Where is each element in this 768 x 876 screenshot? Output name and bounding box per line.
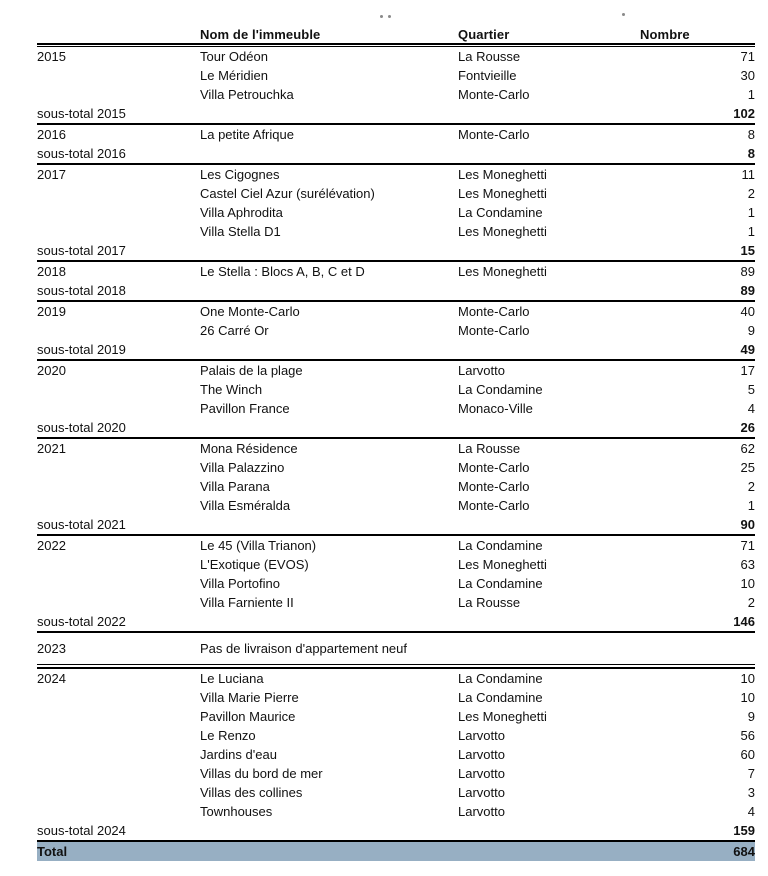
scan-artifact-dot	[388, 15, 391, 18]
nombre-cell: 56	[740, 728, 755, 743]
building-name-cell: Villa Palazzino	[200, 460, 285, 475]
subtotal-value: 90	[740, 517, 755, 532]
year-section-2018	[37, 262, 755, 300]
note-cell: Pas de livraison d'appartement neuf	[200, 641, 407, 656]
year-section-2024	[37, 669, 755, 840]
total-value: 684	[733, 844, 755, 859]
building-name-cell: Pavillon France	[200, 401, 290, 416]
table-row	[37, 184, 755, 203]
building-name-cell: Villa Portofino	[200, 576, 280, 591]
nombre-cell: 25	[740, 460, 755, 475]
nombre-cell: 1	[747, 205, 755, 220]
building-name-cell: Mona Résidence	[200, 441, 298, 456]
quartier-cell: Monte-Carlo	[458, 87, 530, 102]
building-name-cell: Villa Aphrodita	[200, 205, 283, 220]
year-cell: 2021	[37, 441, 66, 456]
nombre-cell: 71	[740, 49, 755, 64]
subtotal-label: sous-total 2016	[37, 146, 126, 161]
building-name-cell: Villas du bord de mer	[200, 766, 323, 781]
subtotal-value: 15	[740, 243, 755, 258]
building-name-cell: Pavillon Maurice	[200, 709, 296, 724]
year-cell: 2020	[37, 363, 66, 378]
nombre-cell: 7	[747, 766, 755, 781]
table-header-row	[37, 26, 755, 43]
nombre-cell: 40	[740, 304, 755, 319]
year-cell: 2023	[37, 641, 66, 656]
quartier-cell: Larvotto	[458, 804, 505, 819]
table-row	[37, 125, 755, 144]
nombre-cell: 4	[747, 401, 755, 416]
scan-artifact-dot	[380, 15, 383, 18]
year-section-2020	[37, 361, 755, 437]
quartier-cell: Larvotto	[458, 728, 505, 743]
table-row	[37, 399, 755, 418]
year-cell: 2016	[37, 127, 66, 142]
nombre-cell: 62	[740, 441, 755, 456]
nombre-cell: 17	[740, 363, 755, 378]
quartier-cell: La Condamine	[458, 671, 543, 686]
table-row	[37, 669, 755, 688]
year-cell: 2017	[37, 167, 66, 182]
table-row	[37, 66, 755, 85]
table-row	[37, 203, 755, 222]
subtotal-label: sous-total 2017	[37, 243, 126, 258]
table-row	[37, 726, 755, 745]
quartier-cell: La Condamine	[458, 576, 543, 591]
subtotal-value: 26	[740, 420, 755, 435]
scan-artifact-dot	[622, 13, 625, 16]
subtotal-label: sous-total 2019	[37, 342, 126, 357]
subtotal-label: sous-total 2022	[37, 614, 126, 629]
table-row	[37, 593, 755, 612]
nombre-cell: 3	[747, 785, 755, 800]
subtotal-value: 146	[733, 614, 755, 629]
building-name-cell: Jardins d'eau	[200, 747, 277, 762]
table-row	[37, 361, 755, 380]
subtotal-value: 159	[733, 823, 755, 838]
table-row	[37, 536, 755, 555]
table-row	[37, 439, 755, 458]
nombre-cell: 11	[741, 167, 755, 182]
quartier-cell: Monte-Carlo	[458, 479, 530, 494]
table-row	[37, 764, 755, 783]
year-section-2016	[37, 125, 755, 163]
building-name-cell: Townhouses	[200, 804, 273, 819]
nombre-cell: 2	[747, 479, 755, 494]
subtotal-row	[37, 241, 755, 260]
quartier-cell: Les Moneghetti	[458, 557, 547, 572]
nombre-cell: 60	[740, 747, 755, 762]
subtotal-value: 89	[740, 283, 755, 298]
building-name-cell: Villa Stella D1	[200, 224, 281, 239]
building-name-cell: Villa Marie Pierre	[200, 690, 299, 705]
quartier-cell: Monte-Carlo	[458, 127, 530, 142]
year-cell: 2019	[37, 304, 66, 319]
table-row	[37, 555, 755, 574]
column-header-quartier: Quartier	[458, 27, 510, 42]
column-header-building-name: Nom de l'immeuble	[200, 27, 321, 42]
subtotal-value: 8	[747, 146, 755, 161]
quartier-cell: Larvotto	[458, 747, 505, 762]
nombre-cell: 1	[747, 87, 755, 102]
year-cell: 2024	[37, 671, 66, 686]
subtotal-label: sous-total 2021	[37, 517, 126, 532]
year-section-2023	[37, 639, 755, 658]
building-name-cell: Le Stella : Blocs A, B, C et D	[200, 264, 365, 279]
nombre-cell: 8	[747, 127, 755, 142]
quartier-cell: Fontvieille	[458, 68, 517, 83]
quartier-cell: La Condamine	[458, 538, 543, 553]
quartier-cell: Les Moneghetti	[458, 709, 547, 724]
quartier-cell: Les Moneghetti	[458, 264, 547, 279]
building-name-cell: Le Renzo	[200, 728, 256, 743]
nombre-cell: 4	[747, 804, 755, 819]
quartier-cell: Monte-Carlo	[458, 498, 530, 513]
subtotal-label: sous-total 2024	[37, 823, 126, 838]
nombre-cell: 2	[747, 595, 755, 610]
building-name-cell: Tour Odéon	[200, 49, 268, 64]
building-name-cell: Le Luciana	[200, 671, 264, 686]
table-row	[37, 458, 755, 477]
table-row	[37, 639, 755, 658]
nombre-cell: 10	[740, 576, 755, 591]
nombre-cell: 1	[747, 224, 755, 239]
table-row	[37, 783, 755, 802]
year-cell: 2018	[37, 264, 66, 279]
table-row	[37, 47, 755, 66]
building-name-cell: La petite Afrique	[200, 127, 294, 142]
building-name-cell: Le Méridien	[200, 68, 268, 83]
year-cell: 2022	[37, 538, 66, 553]
table-row	[37, 321, 755, 340]
subtotal-label: sous-total 2015	[37, 106, 126, 121]
quartier-cell: Les Moneghetti	[458, 224, 547, 239]
building-name-cell: Le 45 (Villa Trianon)	[200, 538, 317, 553]
table-row	[37, 477, 755, 496]
building-name-cell: L'Exotique (EVOS)	[200, 557, 309, 572]
subtotal-value: 49	[740, 342, 755, 357]
quartier-cell: La Rousse	[458, 595, 521, 610]
quartier-cell: La Rousse	[458, 441, 521, 456]
quartier-cell: Larvotto	[458, 766, 505, 781]
building-name-cell: Palais de la plage	[200, 363, 303, 378]
quartier-cell: Monaco-Ville	[458, 401, 533, 416]
subtotal-label: sous-total 2020	[37, 420, 126, 435]
quartier-cell: Monte-Carlo	[458, 460, 530, 475]
table-row	[37, 222, 755, 241]
table-row	[37, 380, 755, 399]
subtotal-row	[37, 515, 755, 534]
quartier-cell: Larvotto	[458, 785, 505, 800]
deliveries-table	[37, 26, 755, 861]
subtotal-row	[37, 340, 755, 359]
nombre-cell: 30	[740, 68, 755, 83]
table-row	[37, 707, 755, 726]
nombre-cell: 10	[740, 671, 755, 686]
quartier-cell: La Condamine	[458, 382, 543, 397]
subtotal-row	[37, 418, 755, 437]
year-section-2022	[37, 536, 755, 631]
quartier-cell: Les Moneghetti	[458, 186, 547, 201]
table-row	[37, 262, 755, 281]
quartier-cell: La Condamine	[458, 690, 543, 705]
year-cell: 2015	[37, 49, 66, 64]
nombre-cell: 89	[740, 264, 755, 279]
subtotal-row	[37, 281, 755, 300]
building-name-cell: Villa Esméralda	[200, 498, 291, 513]
quartier-cell: Monte-Carlo	[458, 323, 530, 338]
quartier-cell: La Rousse	[458, 49, 521, 64]
subtotal-value: 102	[733, 106, 755, 121]
subtotal-row	[37, 612, 755, 631]
column-header-nombre: Nombre	[640, 27, 690, 42]
quartier-cell: Monte-Carlo	[458, 304, 530, 319]
table-row	[37, 574, 755, 593]
nombre-cell: 1	[747, 498, 755, 513]
table-row	[37, 496, 755, 515]
building-name-cell: Villa Petrouchka	[200, 87, 294, 102]
subtotal-label: sous-total 2018	[37, 283, 126, 298]
subtotal-row	[37, 821, 755, 840]
building-name-cell: Villa Farniente II	[200, 595, 294, 610]
building-name-cell: Villa Parana	[200, 479, 270, 494]
table-row	[37, 688, 755, 707]
building-name-cell: Castel Ciel Azur (surélévation)	[200, 186, 375, 201]
table-row	[37, 85, 755, 104]
year-section-2021	[37, 439, 755, 534]
total-label: Total	[37, 844, 68, 859]
building-name-cell: Les Cigognes	[200, 167, 280, 182]
table-row	[37, 165, 755, 184]
building-name-cell: Villas des collines	[200, 785, 303, 800]
building-name-cell: One Monte-Carlo	[200, 304, 300, 319]
nombre-cell: 5	[747, 382, 755, 397]
building-name-cell: The Winch	[200, 382, 263, 397]
total-row	[37, 842, 755, 861]
table-row	[37, 302, 755, 321]
table-body	[37, 47, 755, 842]
subtotal-row	[37, 144, 755, 163]
subtotal-row	[37, 104, 755, 123]
nombre-cell: 71	[740, 538, 755, 553]
nombre-cell: 10	[740, 690, 755, 705]
section-rule	[37, 631, 755, 633]
nombre-cell: 63	[740, 557, 755, 572]
year-section-2017	[37, 165, 755, 260]
nombre-cell: 9	[747, 709, 755, 724]
quartier-cell: Les Moneghetti	[458, 167, 547, 182]
nombre-cell: 9	[747, 323, 755, 338]
quartier-cell: La Condamine	[458, 205, 543, 220]
table-row	[37, 802, 755, 821]
year-section-2019	[37, 302, 755, 359]
year-section-2015	[37, 47, 755, 123]
nombre-cell: 2	[747, 186, 755, 201]
quartier-cell: Larvotto	[458, 363, 505, 378]
table-row	[37, 745, 755, 764]
building-name-cell: 26 Carré Or	[200, 323, 269, 338]
